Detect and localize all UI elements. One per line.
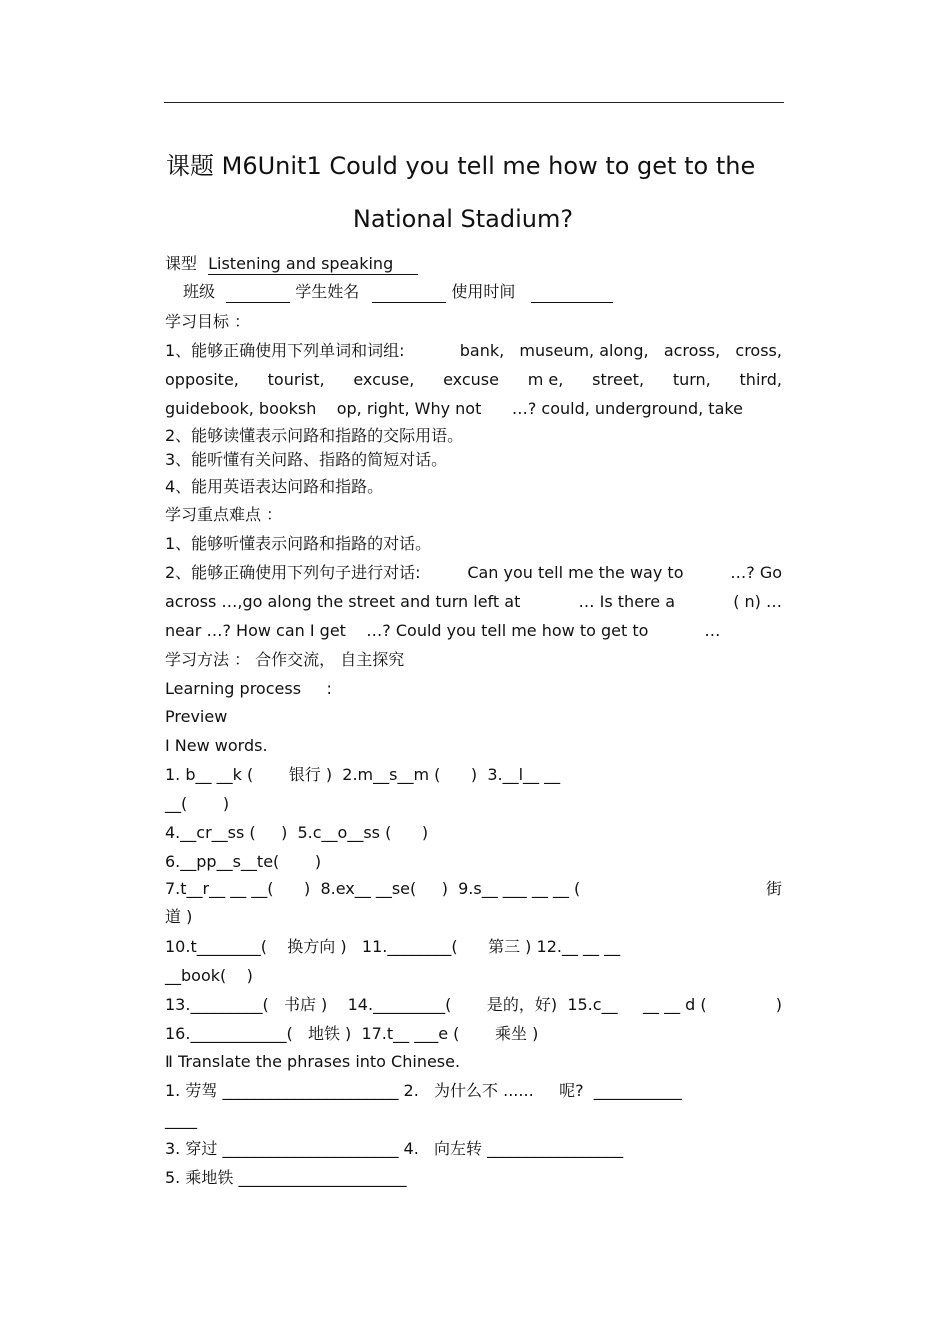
new-words-line	[165, 879, 782, 899]
new-words-line: __( )	[165, 794, 230, 813]
word: opposite,	[165, 370, 239, 389]
objective-1-text: 1、能够正确使用下列单词和词组:	[165, 341, 405, 360]
word: turn,	[672, 370, 711, 389]
lesson-title-continued: National Stadium?	[352, 205, 574, 233]
sentence: ( n) …	[733, 592, 782, 611]
lesson-type-row	[165, 254, 418, 275]
key-point-1: 1、能够听懂表示问路和指路的对话。	[165, 534, 432, 553]
sentence: …? Go	[730, 563, 782, 582]
translate-line: 3. 穿过 ______________________ 4. 向左转 _________________	[165, 1139, 624, 1158]
objective-4: 4、能用英语表达问路和指路。	[165, 477, 384, 496]
new-words-line: 1. b__ __k ( 银行 ) 2.m__s__m ( ) 3.__l__ __	[165, 765, 561, 784]
objective-1-line-1	[165, 341, 782, 361]
key-point-2-text: 2、能够正确使用下列句子进行对话:	[165, 563, 421, 582]
key-point-2-line-3: near …? How can I get …? Could you tell me how to get to …	[165, 621, 721, 640]
lesson-type-label: 课型	[165, 254, 198, 273]
lesson-type-value: Listening and speaking	[208, 254, 418, 275]
method: 学习方法 ： 合作交流， 自主探究	[165, 650, 405, 669]
word: excuse	[443, 370, 499, 389]
word: m e,	[527, 370, 564, 389]
learning-process: Learning process :	[165, 679, 332, 698]
new-words-line: 16.____________( 地铁 ) 17.t__ ___e ( 乘坐 )	[165, 1024, 539, 1043]
word: museum, along,	[519, 341, 649, 360]
objective-1-line-3: guidebook, booksh op, right, Why not …? could, underground, take	[165, 399, 743, 418]
sentence: across …,go along the street and turn left at	[165, 592, 521, 611]
translate-line: 5. 乘地铁 _____________________	[165, 1168, 407, 1187]
name-blank	[372, 282, 446, 303]
sentence: … Is there a	[578, 592, 675, 611]
objective-3: 3、能听懂有关问路、指路的简短对话。	[165, 450, 448, 469]
objective-2: 2、能够读懂表示问路和指路的交际用语。	[165, 426, 464, 445]
key-point-2-line-1	[165, 563, 782, 583]
time-label: 使用时间	[451, 282, 516, 301]
new-words-line: 4.__cr__ss ( ) 5.c__o__ss ( )	[165, 823, 429, 842]
header-rule	[164, 102, 784, 103]
new-words-line: 道 )	[165, 907, 193, 926]
info-row	[183, 282, 613, 303]
word: across,	[663, 341, 721, 360]
new-words-text: 13._________( 书店 ) 14._________( 是的，好) 15.c__ __ __ d (	[165, 995, 707, 1014]
lesson-title: 课题 M6Unit1 Could you tell me how to get to the	[166, 152, 756, 180]
new-words-text: 7.t__r__ __ __( ) 8.ex__ __se( ) 9.s__ ___ __ __ (	[165, 879, 581, 898]
sentence: Can you tell me the way to	[467, 563, 684, 582]
key-point-2-line-2	[165, 592, 782, 612]
word: cross,	[735, 341, 782, 360]
word: bank,	[459, 341, 505, 360]
word: excuse,	[353, 370, 415, 389]
new-words-text: 街	[765, 879, 782, 898]
key-points-heading: 学习重点难点 ：	[165, 505, 283, 524]
new-words-heading: Ⅰ New words.	[165, 736, 268, 755]
objective-1-line-2	[165, 370, 782, 390]
preview-heading: Preview	[165, 707, 228, 726]
objectives-heading: 学习目标 ：	[165, 312, 251, 331]
new-words-line	[165, 995, 782, 1015]
translate-heading: Ⅱ Translate the phrases into Chinese.	[165, 1052, 461, 1071]
word: third,	[739, 370, 782, 389]
new-words-line: 6.__pp__s__te( )	[165, 852, 322, 871]
word: street,	[592, 370, 645, 389]
time-blank	[531, 282, 613, 303]
translate-line: 1. 劳驾 ______________________ 2. 为什么不 ...... 呢? ___________	[165, 1081, 682, 1100]
new-words-text: )	[775, 995, 782, 1014]
new-words-line: 10.t________( 换方向 ) 11.________( 第三 ) 12.__ __ __	[165, 937, 621, 956]
translate-line: ____	[165, 1110, 197, 1129]
name-label: 学生姓名	[295, 282, 360, 301]
class-label: 班级	[183, 282, 216, 301]
new-words-line: __book( )	[165, 966, 253, 985]
word: tourist,	[267, 370, 325, 389]
class-blank	[226, 282, 290, 303]
